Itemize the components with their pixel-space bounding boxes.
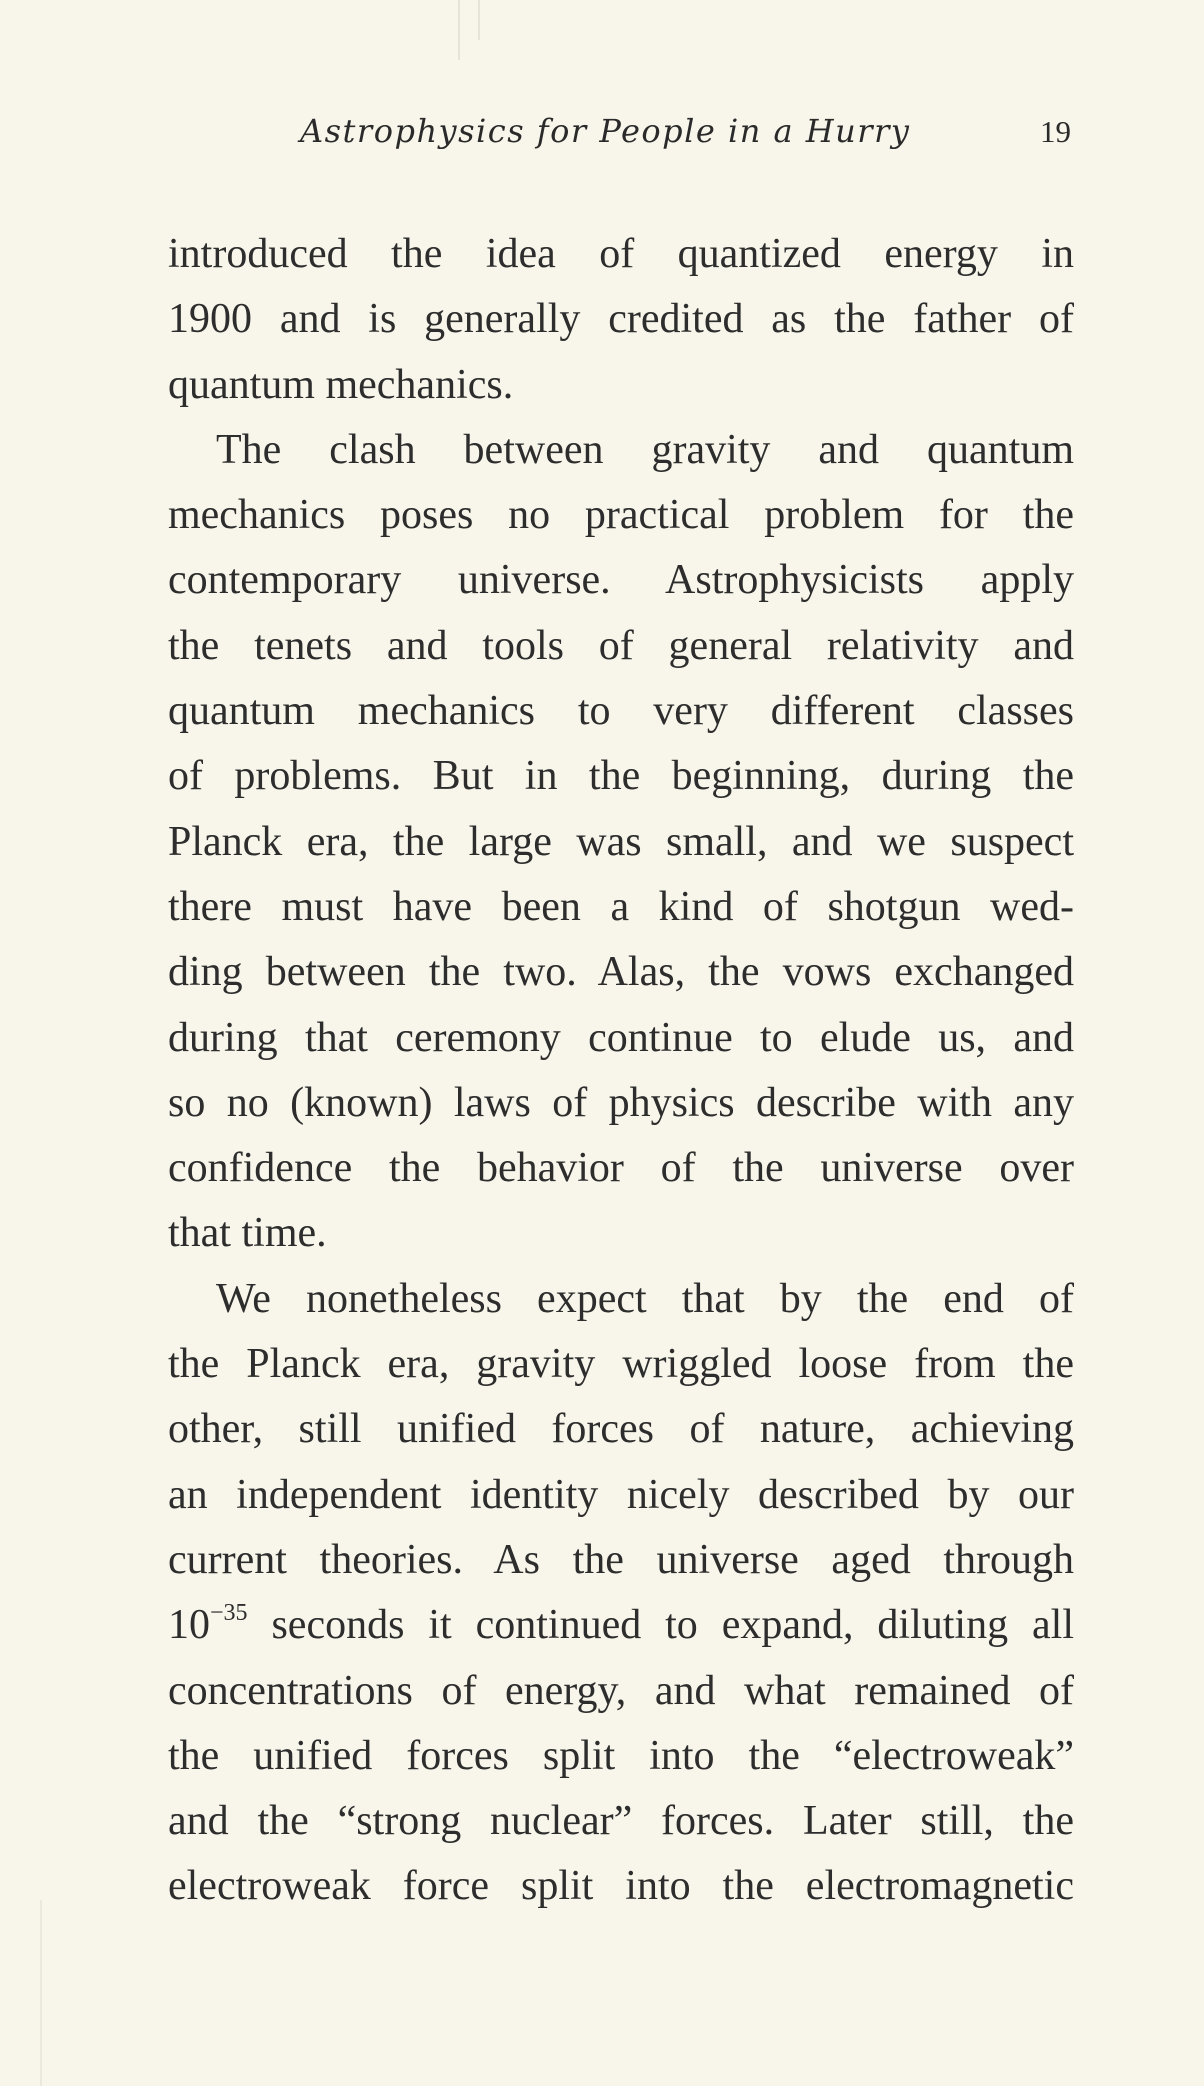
paragraph-2 <box>168 418 1074 1267</box>
page-number: 19 <box>1040 114 1071 149</box>
text-line: mechanics poses no practical problem for the <box>168 492 1074 539</box>
text-line: there must have been a kind of shotgun wed- <box>168 883 1074 930</box>
paragraph-3 <box>168 1267 1074 1920</box>
paragraph-1 <box>168 222 1074 418</box>
text-line: during that ceremony continue to elude us, and <box>168 1014 1074 1061</box>
text-line: introduced the idea of quantized energy in <box>168 231 1074 277</box>
text-line: We nonetheless expect that by the end of <box>216 1275 1074 1322</box>
page-edge-shadow <box>40 1900 42 2086</box>
text-line: quantum mechanics to very different classes <box>168 688 1074 735</box>
text-line: electroweak force split into the electromagnetic <box>168 1863 1074 1910</box>
running-header <box>0 112 1204 160</box>
page-crease-mark <box>478 0 480 40</box>
text-line: 1900 and is generally credited as the father of <box>168 296 1074 343</box>
text-line: contemporary universe. Astrophysicists apply <box>168 557 1074 604</box>
text-line: concentrations of energy, and what remained of <box>168 1667 1074 1714</box>
text-line: ding between the two. Alas, the vows exchanged <box>168 949 1074 996</box>
text-line: The clash between gravity and quantum <box>216 426 1074 473</box>
exponent-base: 10 <box>168 1602 210 1649</box>
text-line: and the “strong nuclear” forces. Later still, the <box>168 1798 1074 1845</box>
text-line: Planck era, the large was small, and we suspect <box>168 818 1074 865</box>
text-line: current theories. As the universe aged through <box>168 1536 1074 1583</box>
text-line: so no (known) laws of physics describe with any <box>168 1079 1074 1126</box>
text-line: an independent identity nicely described by our <box>168 1471 1074 1518</box>
text-line: quantum mechanics. <box>168 361 514 408</box>
running-title: Astrophysics for People in a Hurry <box>300 112 911 150</box>
exponent-superscript: −35 <box>210 1600 248 1627</box>
text-line-with-exponent <box>168 1593 1074 1658</box>
page-crease-mark <box>458 0 460 60</box>
text-line: other, still unified forces of nature, achieving <box>168 1406 1074 1453</box>
text-line: of problems. But in the beginning, during the <box>168 753 1074 800</box>
body-text <box>168 222 1074 1920</box>
text-line: the tenets and tools of general relativity and <box>168 622 1074 669</box>
text-line: the Planck era, gravity wriggled loose from the <box>168 1341 1074 1388</box>
text-line: confidence the behavior of the universe over <box>168 1145 1074 1192</box>
exponent-line-rest: seconds it continued to expand, diluting all <box>247 1602 1074 1649</box>
text-line: the unified forces split into the “electroweak” <box>168 1732 1074 1779</box>
text-line: that time. <box>168 1210 327 1257</box>
